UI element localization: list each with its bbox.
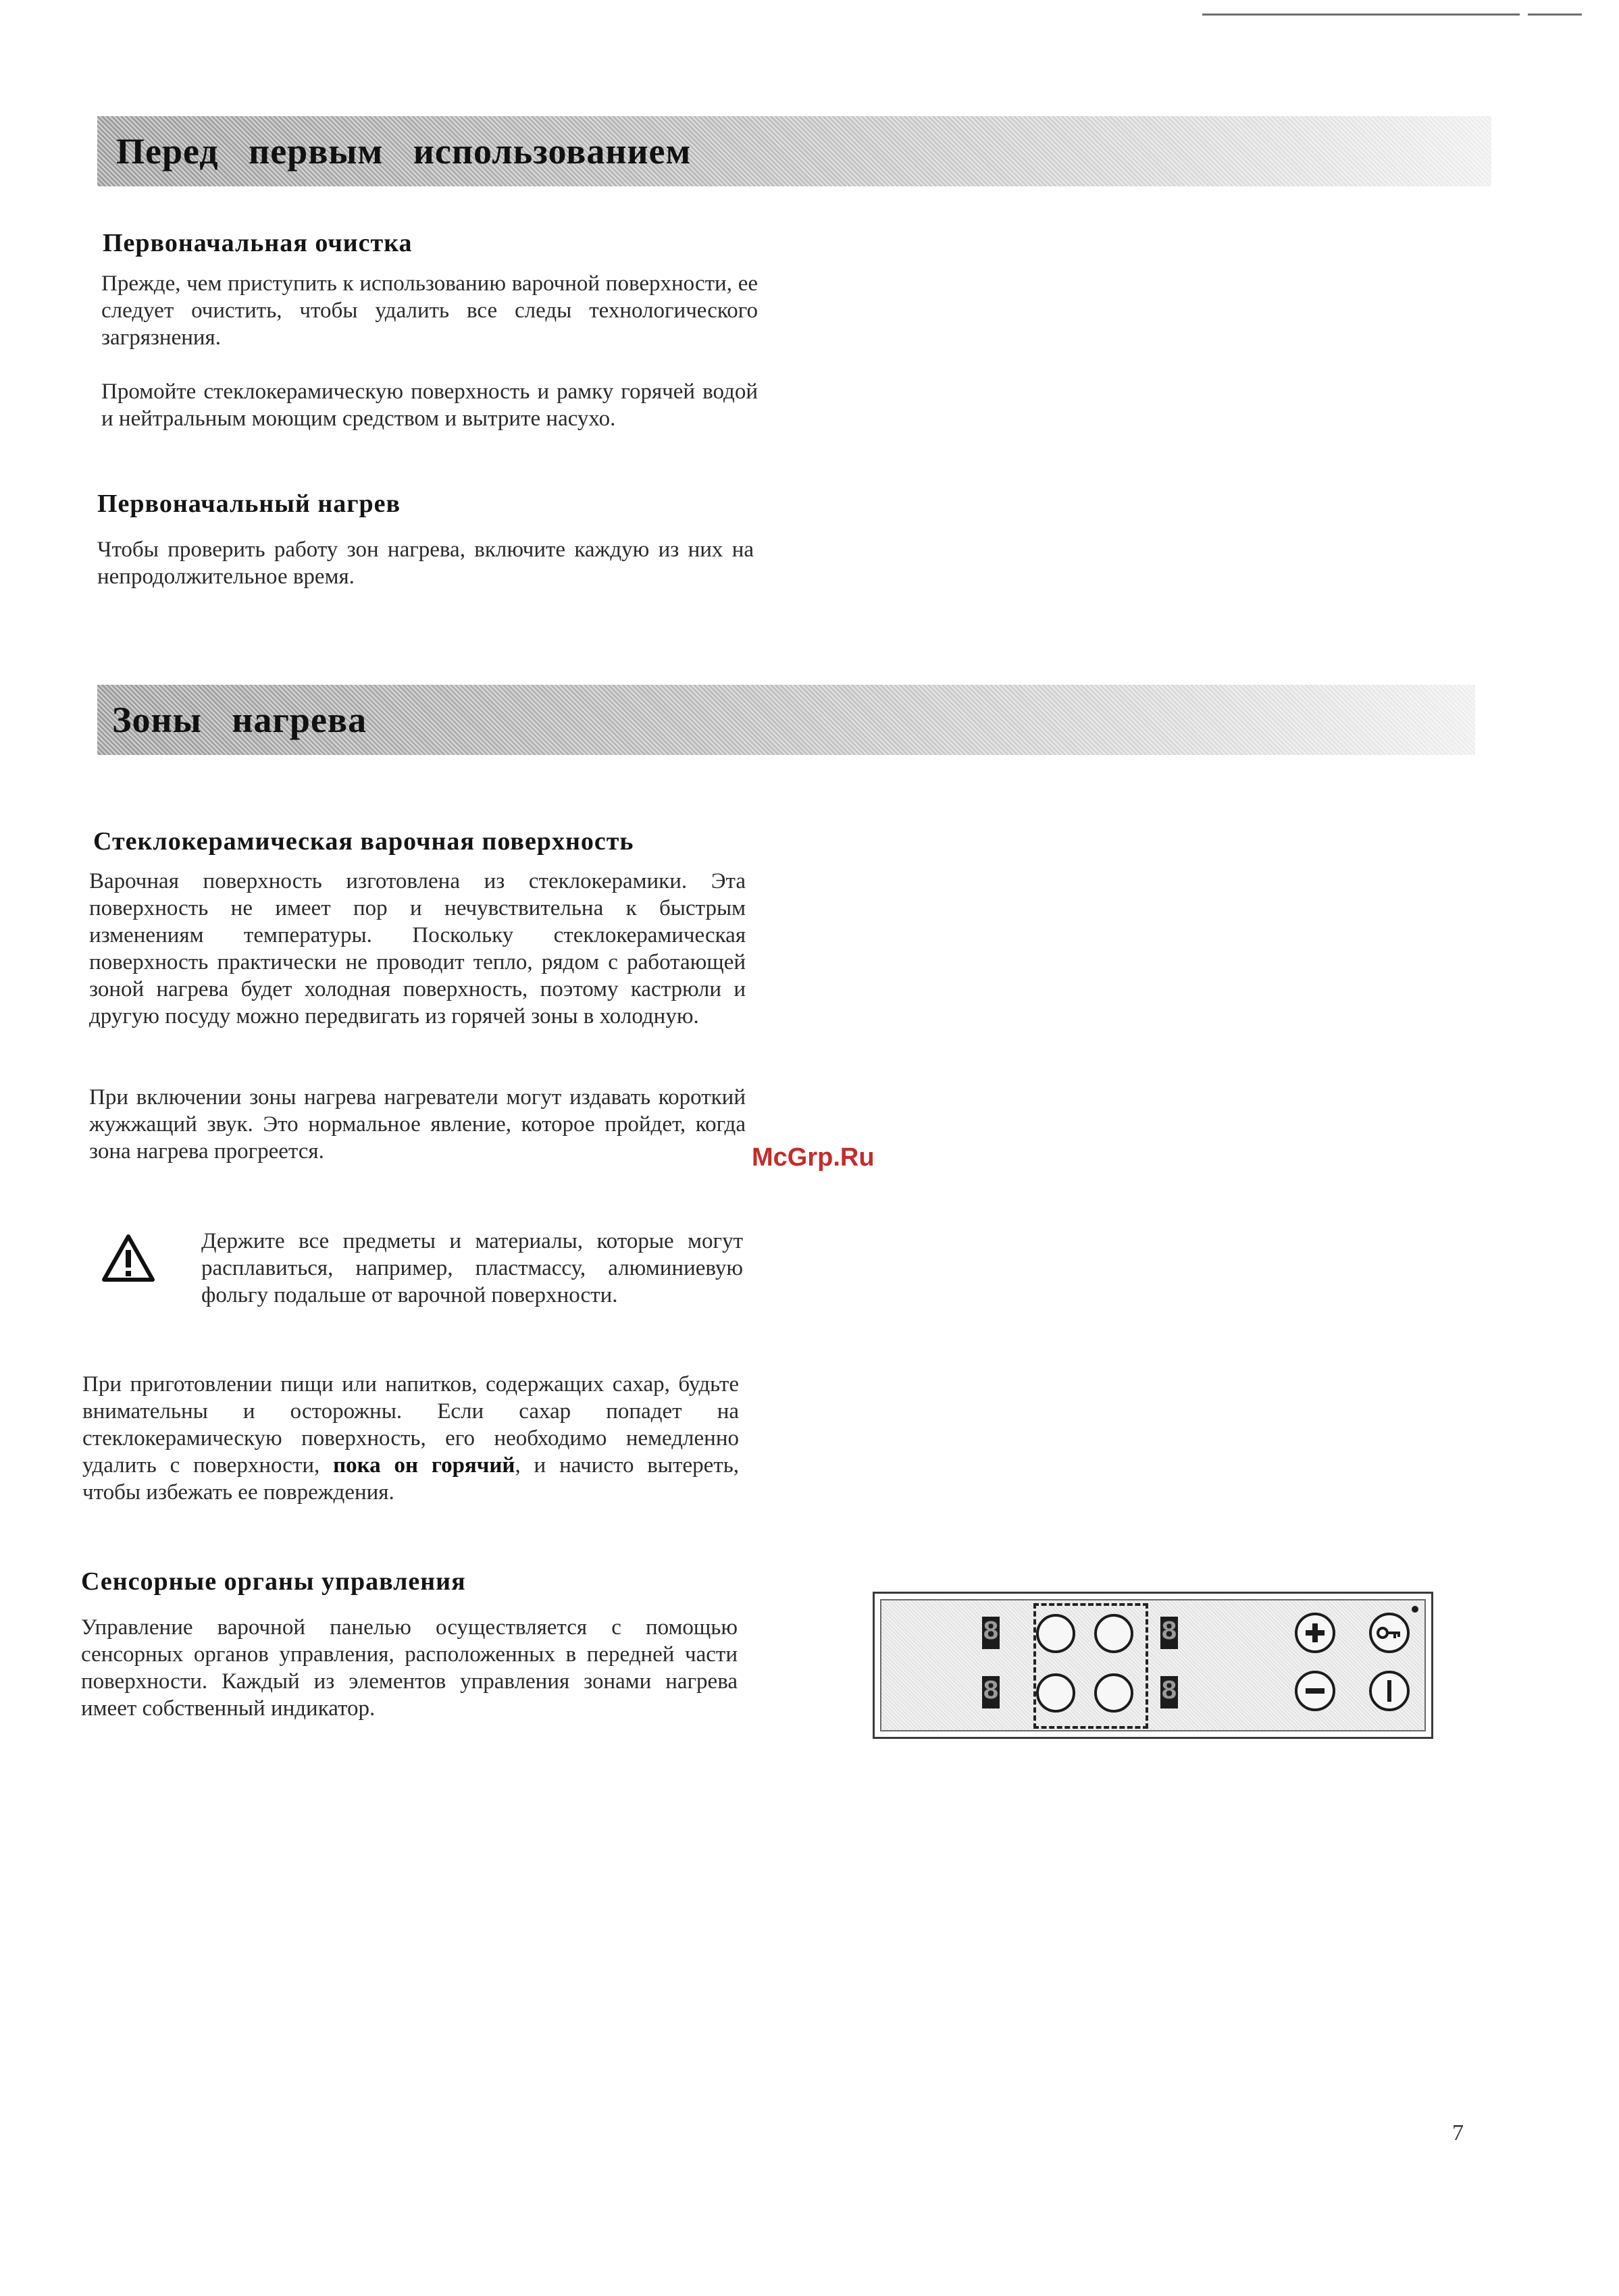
display-digit-bottom-right: 8 — [1160, 1677, 1177, 1707]
paragraph-initial-heating: Чтобы проверить работу зон нагрева, включите каждую из них на непродолжительное время. — [97, 538, 754, 589]
paragraph-initial-cleaning-1: Прежде, чем приступить к использованию варочной поверхности, ее следует очистить, чтобы удалить все следы технологического загрязнения. — [101, 271, 758, 350]
top-rule-short — [1528, 14, 1582, 16]
display-digit-bottom-left: 8 — [982, 1677, 999, 1707]
hob-zone-icon-top-left — [1036, 1614, 1075, 1653]
hob-zone-icon-top-right — [1094, 1614, 1133, 1653]
warning-triangle-icon — [101, 1234, 155, 1282]
paragraph-touch-controls: Управление варочной панелью осуществляется с помощью сенсорных органов управления, расположенных в передней части поверхности. Каждый из элементов управления зонами нагрева имеет собственный индикатор. — [81, 1615, 738, 1721]
plus-icon — [1295, 1613, 1335, 1653]
warning-text: Держите все предметы и материалы, которые могут расплавиться, например, пластмассу, алюминиевую фольгу подальше от варочной поверхности. — [201, 1229, 743, 1307]
sugar-text-start: При приготовлении пищи или напитков, содержащих сахар, будьте внимательны и осторожны. Если сахар попадет на стеклокерамическую поверхность, его необходимо немедленно удалить с поверхности, — [82, 1372, 739, 1478]
paragraph-ceramic-2: При включении зоны нагрева нагреватели могут издавать короткий жужжащий звук. Это нормальное явление, которое пройдет, когда зона нагрева прогреется. — [89, 1085, 746, 1164]
control-panel-diagram — [873, 1592, 1433, 1739]
hob-zone-icon-bottom-left — [1036, 1673, 1075, 1713]
heading-touch-controls: Сенсорные органы управления — [81, 1567, 466, 1596]
minus-icon — [1295, 1671, 1335, 1711]
watermark: McGrp.Ru — [752, 1143, 875, 1172]
display-digit-top-right: 8 — [1160, 1617, 1177, 1648]
heading-initial-cleaning: Первоначальная очистка — [103, 229, 413, 257]
sugar-text-end: , и начисто вытереть, чтобы избежать ее повреждения. — [82, 1453, 739, 1505]
sugar-text-bold: пока он горячий — [333, 1453, 515, 1478]
paragraph-sugar — [82, 1371, 739, 1506]
paragraph-ceramic-1: Варочная поверхность изготовлена из стеклокерамики. Эта поверхность не имеет пор и нечувствительна к быстрым изменениям температуры. Поскольку стеклокерамическая поверхность практически не проводит тепло, рядом с работающей зоной нагрева будет холодная поверхность, поэтому кастрюли и другую посуду можно передвигать из горячей зоны в холодную. — [89, 869, 746, 1028]
heading-ceramic-surface: Стеклокерамическая варочная поверхность — [93, 827, 634, 856]
power-icon — [1369, 1671, 1410, 1711]
section-title-before-use: Перед первым использованием — [116, 131, 692, 172]
key-lock-icon — [1369, 1613, 1410, 1653]
heading-initial-heating: Первоначальный нагрев — [97, 490, 401, 518]
key-lock-indicator-led — [1412, 1606, 1418, 1613]
display-digit-top-left: 8 — [982, 1617, 999, 1648]
top-rule — [1202, 14, 1520, 16]
paragraph-initial-cleaning-2: Промойте стеклокерамическую поверхность и рамку горячей водой и нейтральным моющим средством и вытрите насухо. — [101, 380, 758, 431]
control-panel-surface — [880, 1599, 1426, 1731]
section-title-heating-zones: Зоны нагрева — [112, 700, 367, 740]
section-banner-heating-zones — [97, 685, 1475, 755]
page-number: 7 — [1452, 2120, 1464, 2145]
section-banner-before-use — [97, 116, 1491, 186]
hob-zone-icon-bottom-right — [1094, 1673, 1133, 1713]
